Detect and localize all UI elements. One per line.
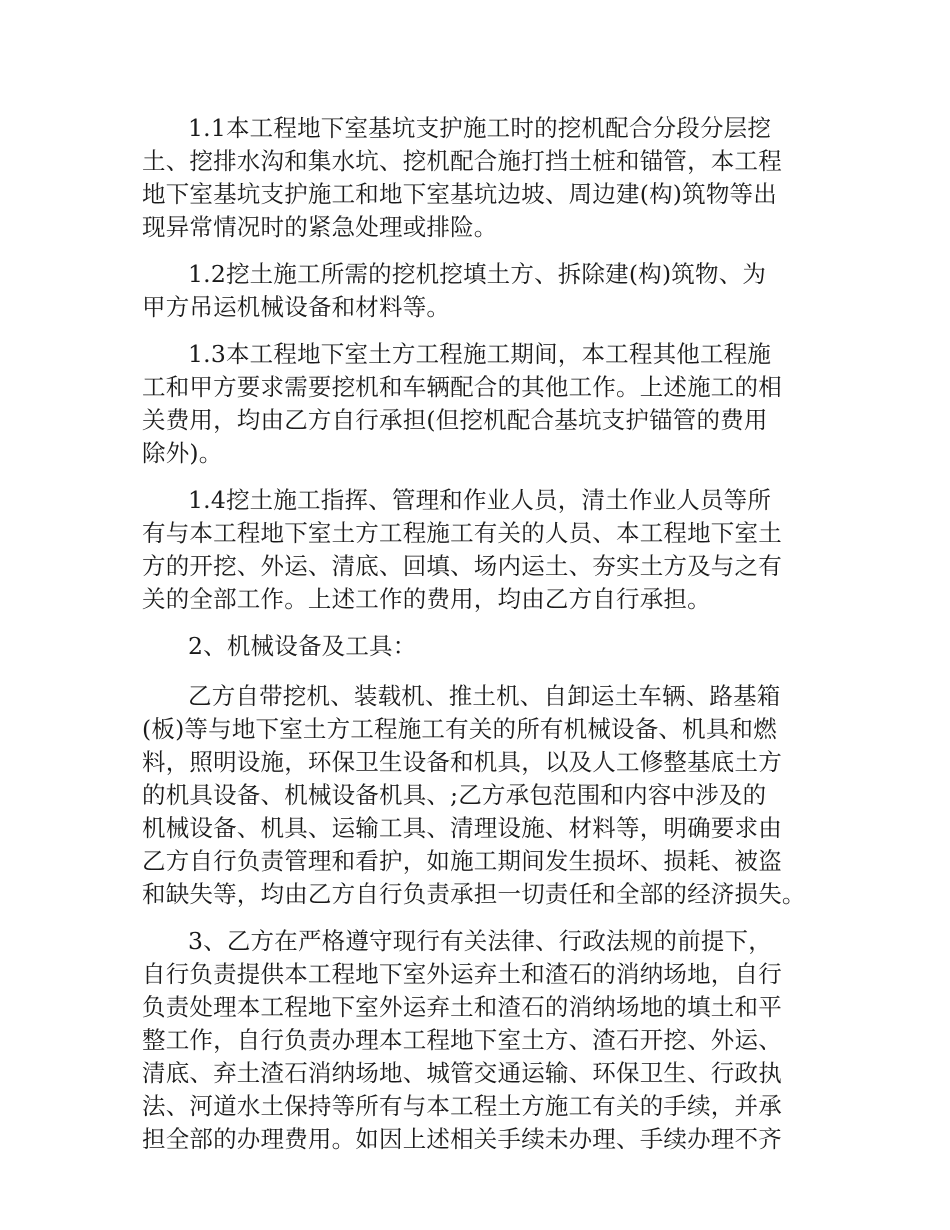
text-line: 清底、弃土渣石消纳场地、城管交通运输、环保卫生、行政执: [142, 1059, 782, 1087]
text-line: 和缺失等，均由乙方自行负责承担一切责任和全部的经济损失。: [142, 880, 806, 908]
text-line: 工和甲方要求需要挖机和车辆配合的其他工作。上述施工的相: [142, 373, 782, 401]
text-line: 除外)。: [142, 439, 223, 467]
text-line: 甲方吊运机械设备和材料等。: [142, 293, 451, 321]
text-line: 地下室基坑支护施工和地下室基坑边坡、周边建(构)筑物等出: [142, 180, 777, 208]
text-line: 乙方自行负责管理和看护，如施工期间发生损坏、损耗、被盗: [142, 847, 782, 875]
text-line: 负责处理本工程地下室外运弃土和渣石的消纳场地的填土和平: [142, 993, 782, 1021]
text-line: 乙方自带挖机、装载机、推土机、自卸运土车辆、路基箱: [188, 682, 781, 710]
text-line: 1.2挖土施工所需的挖机挖填土方、拆除建(构)筑物、为: [188, 260, 767, 288]
paragraph-p2-body: [142, 680, 832, 911]
text-line: 担全部的办理费用。如因上述相关手续未办理、手续办理不齐: [142, 1125, 782, 1153]
paragraph-p2: [142, 630, 832, 663]
text-line: 现异常情况时的紧急处理或排险。: [142, 213, 498, 241]
paragraph-p1-3: [142, 338, 832, 470]
text-line: 土、挖排水沟和集水坑、挖机配合施打挡土桩和锚管，本工程: [142, 147, 782, 175]
text-line: 1.3本工程地下室土方工程施工期间，本工程其他工程施: [188, 340, 772, 368]
text-line: 1.4挖土施工指挥、管理和作业人员，清土作业人员等所: [188, 486, 772, 514]
text-line: 有与本工程地下室土方工程施工有关的人员、本工程地下室土: [142, 519, 782, 547]
text-line: 关费用，均由乙方自行承担(但挖机配合基坑支护锚管的费用: [142, 406, 768, 434]
text-line: 3、乙方在严格遵守现行有关法律、行政法规的前提下，: [188, 927, 772, 955]
paragraph-p3: [142, 925, 832, 1156]
text-line: 2、机械设备及工具：: [188, 632, 417, 660]
text-line: 自行负责提供本工程地下室外运弃土和渣石的消纳场地，自行: [142, 960, 782, 988]
text-line: (板)等与地下室土方工程施工有关的所有机械设备、机具和燃: [142, 715, 777, 743]
paragraph-p1-1: [142, 112, 832, 244]
text-line: 机械设备、机具、运输工具、清理设施、材料等，明确要求由: [142, 814, 782, 842]
text-line: 关的全部工作。上述工作的费用，均由乙方自行承担。: [142, 585, 711, 613]
paragraph-p1-2: [142, 258, 832, 324]
text-line: 法、河道水土保持等所有与本工程土方施工有关的手续，并承: [142, 1092, 782, 1120]
text-line: 整工作，自行负责办理本工程地下室土方、渣石开挖、外运、: [142, 1026, 782, 1054]
paragraph-p1-4: [142, 484, 832, 616]
text-line: 料，照明设施，环保卫生设备和机具，以及人工修整基底土方: [142, 748, 782, 776]
text-line: 方的开挖、外运、清底、回填、场内运土、夯实土方及与之有: [142, 552, 782, 580]
text-line: 1.1本工程地下室基坑支护施工时的挖机配合分段分层挖: [188, 114, 772, 142]
text-line: 的机具设备、机械设备机具、;乙方承包范围和内容中涉及的: [142, 781, 767, 809]
document-page: [142, 112, 832, 1170]
